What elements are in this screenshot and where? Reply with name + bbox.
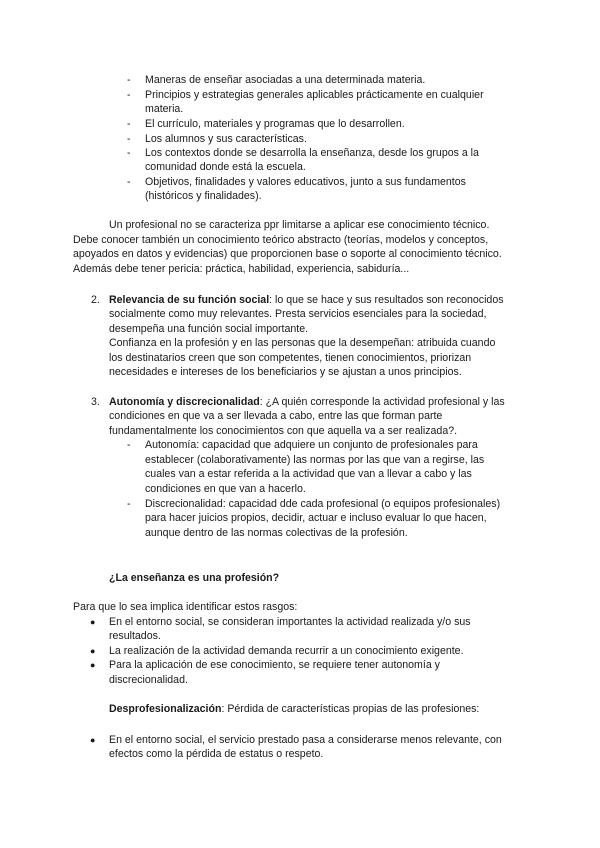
list-item: comunidad donde está la escuela. [145,161,306,173]
item-line: Confianza en la profesión y en las personas que la desempeñan: atribuida cuando [109,337,496,349]
bullet-line: discrecionalidad. [109,674,188,686]
item-number: 3. [91,396,100,408]
sub-item-line: aunque dentro de las normas colectivas de la profesión. [145,527,408,539]
item-line: los destinatarios creen que son competentes, tienen conocimientos, priorizan [109,352,472,364]
paragraph-line: Un profesional no se caracteriza ppr limitarse a aplicar ese conocimiento técnico. [109,219,490,231]
bullet-marker: ● [90,617,96,627]
item-title: Relevancia de su función social [109,294,270,306]
item-line: socialmente como muy relevantes. Presta servicios esenciales para la sociedad, [109,308,487,320]
dash-marker: - [127,89,131,101]
list-item: (históricos y finalidades). [145,190,262,202]
bullet-marker: ● [90,735,96,745]
list-item: Los alumnos y sus características. [145,133,307,145]
list-item: materia. [145,103,184,115]
item-line: fundamentalmente los conocimientos con que aquella va a ser realizada?. [109,425,458,437]
dash-marker: - [127,498,131,510]
item-title-rest: : ¿A quién corresponde la actividad profesional y las [259,396,505,408]
sub-item-line: condiciones en que van a hacerlo. [145,483,306,495]
intro-text: Para que lo sea implica identificar estos rasgos: [73,601,298,613]
bullet-line: efectos como la pérdida de estatus o respeto. [109,748,324,760]
sub-item-line: Autonomía: capacidad que adquiere un conjunto de profesionales para [145,439,478,451]
item-first-line [109,293,504,307]
bullet-line: La realización de la actividad demanda recurrir a un conocimiento exigente. [109,645,464,657]
definition-line [109,702,479,716]
dash-marker: - [127,133,131,145]
section-heading: ¿La enseñanza es una profesión? [109,572,280,584]
definition-text: : Pérdida de características propias de las profesiones: [221,703,480,715]
bullet-line: En el entorno social, el servicio prestado pasa a considerarse menos relevante, con [109,734,502,746]
item-number: 2. [91,294,100,306]
list-item: Objetivos, finalidades y valores educativos, junto a sus fundamentos [145,176,466,188]
item-first-line [109,395,505,409]
list-item: El currículo, materiales y programas que lo desarrollen. [145,118,405,130]
sub-item-line: para hacer juicios propios, decidir, actuar e incluso evaluar lo que hacen, [145,512,487,524]
sub-item-line: establecer (colaborativamente) las normas por las que van a regirse, las [145,454,485,466]
dash-marker: - [127,439,131,451]
bullet-marker: ● [90,646,96,656]
list-item: Principios y estrategias generales aplicables prácticamente en cualquier [145,89,484,101]
item-line: necesidades e intereses de los beneficiarios y se ajustan a unos principios. [109,366,462,378]
item-title-rest: : lo que se hace y sus resultados son reconocidos [269,294,504,306]
sub-item-line: Discrecionalidad: capacidad dde cada profesional (o equipos profesionales) [145,498,501,510]
dash-marker: - [127,176,131,188]
bullet-line: resultados. [109,630,161,642]
dash-marker: - [127,74,131,86]
definition-term: Desprofesionalización [109,703,222,715]
bullet-marker: ● [90,660,96,670]
list-item: Maneras de enseñar asociadas a una determinada materia. [145,74,426,86]
bullet-line: En el entorno social, se consideran importantes la actividad realizada y/o sus [109,616,471,628]
dash-marker: - [127,118,131,130]
paragraph-line: Debe conocer también un conocimiento teórico abstracto (teorías, modelos y conceptos, [73,234,489,246]
item-title: Autonomía y discrecionalidad [109,396,260,408]
item-line: desempeña una función social importante. [109,323,309,335]
list-item: Los contextos donde se desarrolla la enseñanza, desde los grupos a la [145,147,479,159]
dash-marker: - [127,147,131,159]
item-line: condiciones en que va a ser llevada a cabo, entre las que forman parte [109,410,443,422]
bullet-line: Para la aplicación de ese conocimiento, se requiere tener autonomía y [109,659,440,671]
paragraph-line: apoyados en datos y evidencias) que proporcionen base o soporte al conocimiento técnico. [73,248,502,260]
sub-item-line: cuales van a estar referida a la actividad que van a llevar a cabo y las [145,468,472,480]
paragraph-line: Además debe tener pericia: práctica, habilidad, experiencia, sabiduría... [73,263,410,275]
